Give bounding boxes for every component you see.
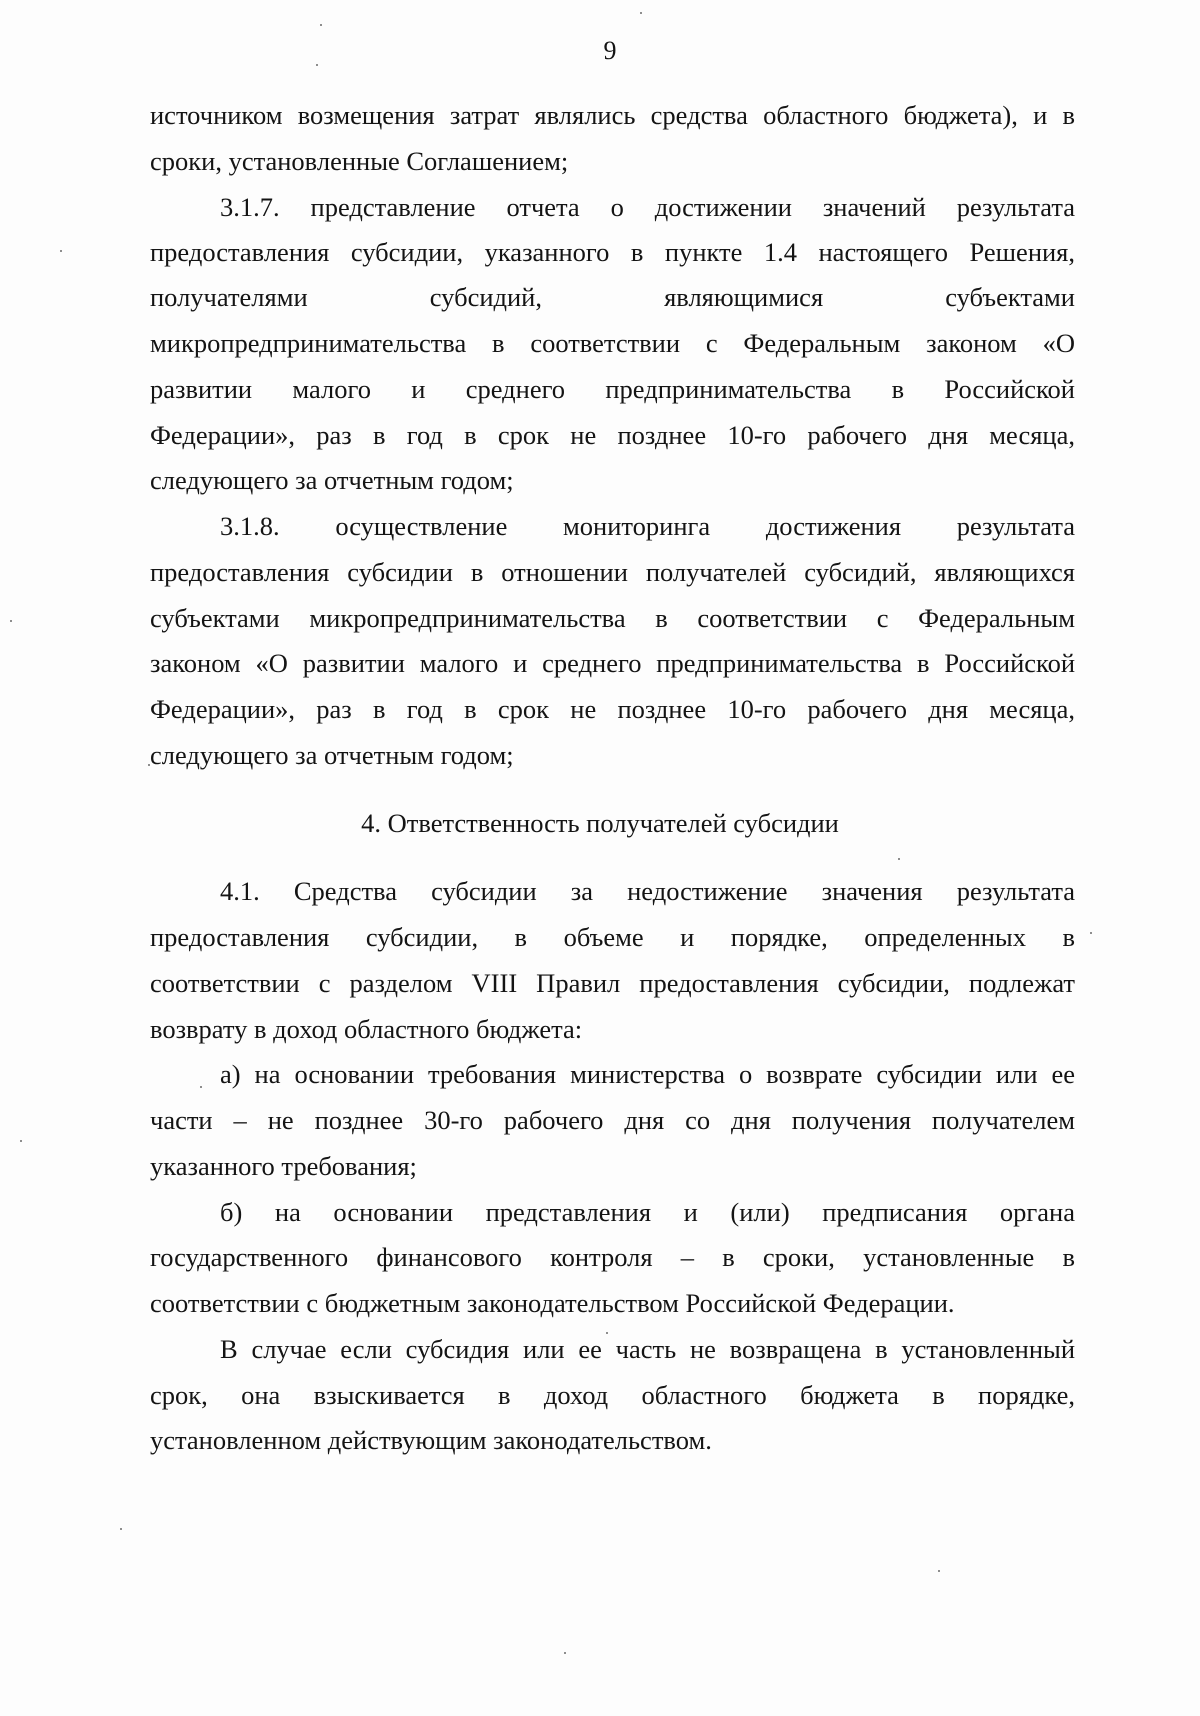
- scan-speck: [10, 620, 12, 622]
- text-line: развитии малого и среднего предпринимательства в Российской: [150, 374, 1075, 404]
- scan-speck: [320, 24, 322, 26]
- text-line: а) на основании требования министерства о возврате субсидии или ее: [220, 1059, 1075, 1089]
- text-line: сроки, установленные Соглашением;: [150, 146, 569, 176]
- text-line: срок, она взыскивается в доход областного бюджета в порядке,: [150, 1380, 1075, 1410]
- text-line: указанного требования;: [150, 1151, 417, 1181]
- scan-speck: [1090, 932, 1092, 934]
- section-heading: 4. Ответственность получателей субсидии: [361, 808, 839, 838]
- text-line: В случае если субсидия или ее часть не возвращена в установленный: [220, 1334, 1075, 1364]
- scan-speck: [316, 64, 318, 66]
- text-line: части – не позднее 30-го рабочего дня со дня получения получателем: [150, 1105, 1075, 1135]
- text-line: установленном действующим законодательством.: [150, 1425, 712, 1455]
- text-line: Федерации», раз в год в срок не позднее 10-го рабочего дня месяца,: [150, 694, 1075, 724]
- text-line: 4.1. Средства субсидии за недостижение значения результата: [220, 876, 1075, 906]
- page-number: 9: [603, 36, 617, 65]
- scan-speck: [898, 858, 900, 860]
- text-line: субъектами микропредпринимательства в соответствии с Федеральным: [150, 603, 1075, 633]
- scan-speck: [564, 1652, 566, 1654]
- scan-speck: [640, 12, 642, 14]
- text-line: Федерации», раз в год в срок не позднее 10-го рабочего дня месяца,: [150, 420, 1075, 450]
- text-line: источником возмещения затрат являлись средства областного бюджета), и в: [150, 100, 1075, 130]
- text-line: получателями субсидий, являющимися субъектами: [150, 282, 1075, 312]
- scan-speck: [20, 1140, 22, 1142]
- text-line: 3.1.7. представление отчета о достижении значений результата: [220, 192, 1075, 222]
- scan-speck: [938, 1570, 940, 1572]
- text-line: государственного финансового контроля – в сроки, установленные в: [150, 1242, 1075, 1272]
- scan-speck: [60, 250, 62, 252]
- text-line: законом «О развитии малого и среднего предпринимательства в Российской: [150, 648, 1075, 678]
- text-line: микропредпринимательства в соответствии с Федеральным законом «О: [150, 328, 1075, 358]
- scan-speck: [200, 1086, 202, 1088]
- text-line: б) на основании представления и (или) предписания органа: [220, 1197, 1075, 1227]
- text-line: соответствии с бюджетным законодательством Российской Федерации.: [150, 1288, 955, 1318]
- text-line: предоставления субсидии в отношении получателей субсидий, являющихся: [150, 557, 1075, 587]
- scan-speck: [606, 1332, 608, 1334]
- scan-speck: [120, 1528, 122, 1530]
- text-line: предоставления субсидии, указанного в пункте 1.4 настоящего Решения,: [150, 237, 1075, 267]
- text-line: следующего за отчетным годом;: [150, 740, 514, 770]
- text-line: следующего за отчетным годом;: [150, 465, 514, 495]
- text-line: возврату в доход областного бюджета:: [150, 1014, 583, 1044]
- text-line: 3.1.8. осуществление мониторинга достижения результата: [220, 511, 1075, 541]
- scan-speck: [148, 764, 150, 766]
- text-line: предоставления субсидии, в объеме и порядке, определенных в: [150, 922, 1075, 952]
- text-line: соответствии с разделом VIII Правил предоставления субсидии, подлежат: [150, 968, 1075, 998]
